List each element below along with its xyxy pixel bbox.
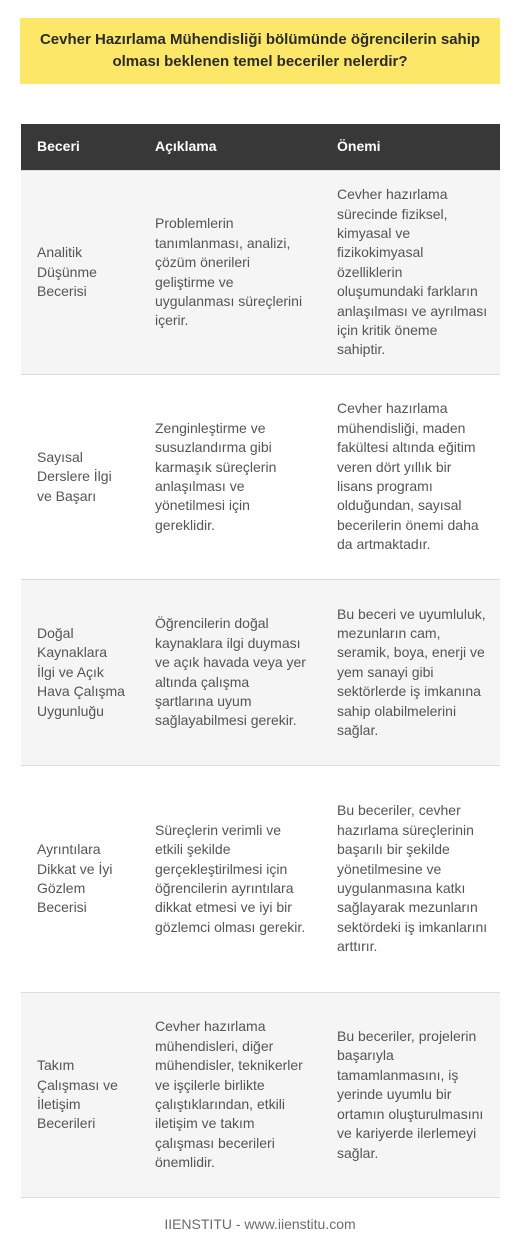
importance-cell: Bu beceri ve uyumluluk, mezunların cam, seramik, boya, enerji ve yem sanayi gibi sektörlerde iş imkanına sahip olabilmelerini sağlar. xyxy=(321,580,500,766)
description-cell: Cevher hazırlama mühendisleri, diğer mühendisler, teknikerler ve işçilerle birlikte çalıştıklarından, etkili iletişim ve takım çalışması becerileri önemlidir. xyxy=(139,993,321,1198)
description-cell: Öğrencilerin doğal kaynaklara ilgi duyması ve açık havada veya yer altında çalışma şartlarına uyum sağlayabilmesi gerekir. xyxy=(139,580,321,766)
skill-cell: Doğal Kaynaklara İlgi ve Açık Hava Çalışma Uygunluğu xyxy=(21,580,139,766)
importance-cell: Cevher hazırlama mühendisliği, maden fakültesi altında eğitim veren dört yıllık bir lisans programı olduğundan, sayısal becerilerin önemi daha da artmaktadır. xyxy=(321,375,500,580)
description-cell: Süreçlerin verimli ve etkili şekilde gerçekleştirilmesi için öğrencilerin ayrıntılara dikkat etmesi ve iyi bir gözlemci olması gerekir. xyxy=(139,766,321,993)
importance-cell: Bu beceriler, cevher hazırlama süreçlerinin başarılı bir şekilde yönetilmesine ve uygulanmasına katkı sağlayarak mezunların sektördeki iş imkanlarını arttırır. xyxy=(321,766,500,993)
importance-cell: Bu beceriler, projelerin başarıyla tamamlanmasını, iş yerinde uyumlu bir ortamın oluşturulmasını ve kariyerde ilerlemeyi sağlar. xyxy=(321,993,500,1198)
description-cell: Problemlerin tanımlanması, analizi, çözüm önerileri geliştirme ve uygulanması süreçlerini içerir. xyxy=(139,171,321,375)
footer-credit: IIENSTITU - www.iienstitu.com xyxy=(164,1216,356,1232)
skill-cell: Sayısal Derslere İlgi ve Başarı xyxy=(21,375,139,580)
page-title: Cevher Hazırlama Mühendisliği bölümünde öğrencilerin sahip olması beklenen temel beceriler nelerdir? xyxy=(39,31,481,70)
column-header-skill: Beceri xyxy=(21,124,139,171)
skill-cell: Analitik Düşünme Becerisi xyxy=(21,171,139,375)
importance-cell: Cevher hazırlama sürecinde fiziksel, kimyasal ve fizikokimyasal özelliklerin oluşumundaki farkların anlaşılması ve ayrılması için kritik öneme sahiptir. xyxy=(321,171,500,375)
skill-cell: Takım Çalışması ve İletişim Becerileri xyxy=(21,993,139,1198)
title-banner xyxy=(20,18,500,84)
skills-table xyxy=(21,124,500,1198)
table-row xyxy=(21,375,500,580)
skill-cell: Ayrıntılara Dikkat ve İyi Gözlem Becerisi xyxy=(21,766,139,993)
table-header-row xyxy=(21,124,500,171)
table-row xyxy=(21,766,500,993)
column-header-importance: Önemi xyxy=(321,124,500,171)
table-row xyxy=(21,171,500,375)
table-row xyxy=(21,993,500,1198)
description-cell: Zenginleştirme ve susuzlandırma gibi karmaşık süreçlerin anlaşılması ve yönetilmesi için gereklidir. xyxy=(139,375,321,580)
column-header-description: Açıklama xyxy=(139,124,321,171)
table-row xyxy=(21,580,500,766)
